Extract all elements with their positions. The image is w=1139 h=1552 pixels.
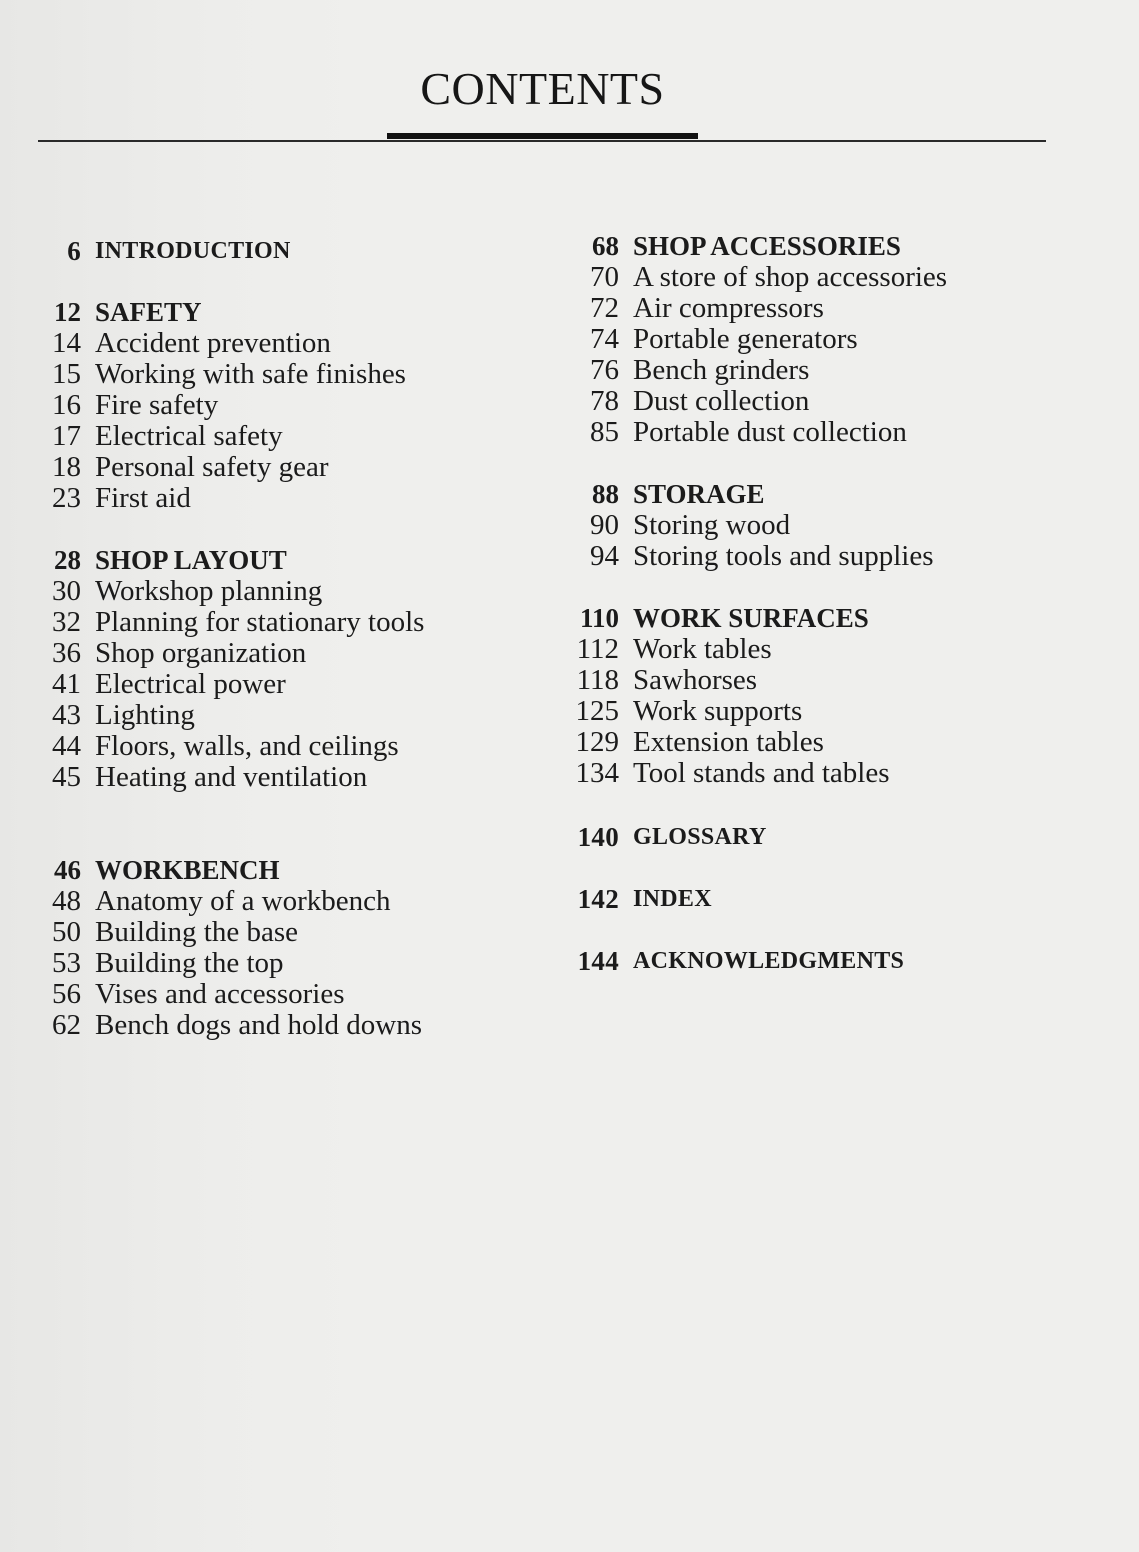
toc-section-entry[interactable] bbox=[577, 884, 712, 915]
toc-entry-label: Working with safe finishes bbox=[95, 358, 406, 390]
toc-entry[interactable] bbox=[590, 416, 907, 448]
toc-entry[interactable] bbox=[576, 664, 758, 696]
toc-page-number: 6 bbox=[67, 236, 81, 266]
toc-entry-label: GLOSSARY bbox=[633, 824, 767, 850]
toc-entry-label: Lighting bbox=[95, 699, 195, 731]
toc-entry[interactable] bbox=[575, 757, 890, 789]
toc-entry-label: Personal safety gear bbox=[95, 451, 329, 483]
toc-page-number: 110 bbox=[579, 603, 619, 633]
toc-entry[interactable] bbox=[52, 668, 286, 700]
toc-entry-label: Sawhorses bbox=[633, 664, 758, 696]
toc-entry-label: Dust collection bbox=[633, 385, 810, 417]
toc-page-number: 134 bbox=[575, 757, 619, 789]
toc-entry-label: Anatomy of a workbench bbox=[95, 885, 391, 917]
toc-page-number: 32 bbox=[52, 606, 81, 638]
toc-entry-label: STORAGE bbox=[633, 479, 765, 509]
toc-entry[interactable] bbox=[575, 695, 803, 727]
toc-page-number: 78 bbox=[590, 385, 619, 417]
toc-entry-label: Storing tools and supplies bbox=[633, 540, 934, 572]
toc-page-number: 16 bbox=[52, 389, 81, 421]
toc-entry[interactable] bbox=[52, 358, 406, 390]
toc-entry-label: Electrical power bbox=[95, 668, 286, 700]
toc-entry[interactable] bbox=[52, 761, 368, 793]
toc-page-number: 94 bbox=[590, 540, 619, 572]
toc-section-entry[interactable] bbox=[54, 297, 202, 328]
toc-page-number: 125 bbox=[575, 695, 619, 727]
toc-page-number: 44 bbox=[52, 730, 81, 762]
toc-entry-label: Vises and accessories bbox=[95, 978, 345, 1010]
toc-page-number: 129 bbox=[575, 726, 619, 758]
toc-entry[interactable] bbox=[52, 699, 195, 731]
toc-section-entry[interactable] bbox=[54, 855, 280, 886]
toc-entry-label: WORKBENCH bbox=[95, 855, 280, 885]
toc-entry-label: Planning for stationary tools bbox=[95, 606, 425, 638]
toc-entry[interactable] bbox=[590, 509, 791, 541]
toc-page-number: 14 bbox=[52, 327, 81, 359]
toc-page-number: 23 bbox=[52, 482, 81, 514]
toc-section-entry[interactable] bbox=[54, 545, 287, 576]
toc-section-entry[interactable] bbox=[592, 479, 765, 510]
toc-entry[interactable] bbox=[52, 389, 219, 421]
toc-page-number: 12 bbox=[54, 297, 81, 327]
toc-page-number: 88 bbox=[592, 479, 619, 509]
toc-section-entry[interactable] bbox=[577, 822, 767, 853]
toc-entry[interactable] bbox=[52, 637, 307, 669]
toc-entry-label: Work tables bbox=[633, 633, 772, 665]
toc-entry-label: A store of shop accessories bbox=[633, 261, 948, 293]
toc-page-number: 142 bbox=[577, 884, 619, 914]
toc-entry-label: Storing wood bbox=[633, 509, 791, 541]
toc-page-number: 48 bbox=[52, 885, 81, 917]
toc-entry-label: Building the top bbox=[95, 947, 284, 979]
toc-entry-label: ACKNOWLEDGMENTS bbox=[633, 948, 905, 974]
page-title: CONTENTS bbox=[420, 63, 665, 114]
toc-entry[interactable] bbox=[52, 947, 284, 979]
toc-entry[interactable] bbox=[590, 261, 948, 293]
toc-page-number: 144 bbox=[577, 946, 619, 976]
toc-page-number: 28 bbox=[54, 545, 81, 575]
toc-entry-label: INDEX bbox=[633, 886, 712, 912]
toc-page-number: 46 bbox=[54, 855, 81, 885]
toc-entry-label: Portable dust collection bbox=[633, 416, 907, 448]
toc-entry[interactable] bbox=[590, 540, 934, 572]
toc-page-number: 74 bbox=[590, 323, 619, 355]
toc-page-number: 36 bbox=[52, 637, 81, 669]
toc-page-number: 68 bbox=[592, 231, 619, 261]
toc-entry-label: First aid bbox=[95, 482, 191, 514]
toc-entry[interactable] bbox=[52, 885, 391, 917]
toc-page-number: 118 bbox=[576, 664, 619, 696]
toc-page-number: 53 bbox=[52, 947, 81, 979]
toc-entry[interactable] bbox=[575, 726, 824, 758]
toc-entry[interactable] bbox=[52, 420, 283, 452]
toc-entry-label: Bench grinders bbox=[633, 354, 810, 386]
toc-entry-label: Portable generators bbox=[633, 323, 858, 355]
toc-section-entry[interactable] bbox=[67, 236, 291, 267]
toc-entry-label: Workshop planning bbox=[95, 575, 323, 607]
toc-entry[interactable] bbox=[52, 575, 323, 607]
toc-entry[interactable] bbox=[590, 323, 858, 355]
toc-page-number: 45 bbox=[52, 761, 81, 793]
toc-page-number: 112 bbox=[576, 633, 619, 665]
toc-entry-label: Accident prevention bbox=[95, 327, 331, 359]
toc-entry[interactable] bbox=[52, 482, 191, 514]
toc-entry-label: Floors, walls, and ceilings bbox=[95, 730, 399, 762]
toc-entry-label: Shop organization bbox=[95, 637, 307, 669]
toc-entry-label: Heating and ventilation bbox=[95, 761, 368, 793]
toc-entry[interactable] bbox=[52, 978, 345, 1010]
toc-page-number: 72 bbox=[590, 292, 619, 324]
toc-page-number: 90 bbox=[590, 509, 619, 541]
toc-page-number: 30 bbox=[52, 575, 81, 607]
toc-entry[interactable] bbox=[590, 292, 824, 324]
toc-page-number: 70 bbox=[590, 261, 619, 293]
toc-page-number: 140 bbox=[577, 822, 619, 852]
toc-entry-label: INTRODUCTION bbox=[95, 238, 291, 264]
toc-entry-label: SAFETY bbox=[95, 297, 202, 327]
toc-entry[interactable] bbox=[576, 633, 772, 665]
toc-entry-label: Work supports bbox=[633, 695, 803, 727]
toc-page-number: 41 bbox=[52, 668, 81, 700]
toc-page-number: 85 bbox=[590, 416, 619, 448]
toc-entry-label: SHOP ACCESSORIES bbox=[633, 231, 901, 261]
toc-entry-label: SHOP LAYOUT bbox=[95, 545, 287, 575]
toc-page-number: 15 bbox=[52, 358, 81, 390]
toc-entry-label: Tool stands and tables bbox=[633, 757, 890, 789]
toc-page-number: 56 bbox=[52, 978, 81, 1010]
toc-section-entry[interactable] bbox=[577, 946, 905, 977]
toc-entry-label: Building the base bbox=[95, 916, 298, 948]
toc-entry-label: Extension tables bbox=[633, 726, 824, 758]
toc-page-number: 17 bbox=[52, 420, 81, 452]
toc-entry[interactable] bbox=[590, 385, 810, 417]
toc-page-number: 76 bbox=[590, 354, 619, 386]
title-rule-accent bbox=[387, 133, 698, 139]
toc-entry-label: WORK SURFACES bbox=[633, 603, 869, 633]
toc-entry[interactable] bbox=[52, 327, 331, 359]
toc-entry[interactable] bbox=[52, 606, 425, 638]
toc-page-number: 43 bbox=[52, 699, 81, 731]
toc-entry-label: Fire safety bbox=[95, 389, 219, 421]
toc-entry-label: Bench dogs and hold downs bbox=[95, 1009, 423, 1041]
toc-page-number: 62 bbox=[52, 1009, 81, 1041]
toc-entry[interactable] bbox=[52, 1009, 423, 1041]
toc-entry-label: Air compressors bbox=[633, 292, 824, 324]
toc-section-entry[interactable] bbox=[579, 603, 869, 634]
toc-entry[interactable] bbox=[52, 730, 399, 762]
title-rule bbox=[38, 140, 1046, 142]
toc-page-number: 18 bbox=[52, 451, 81, 483]
toc-entry[interactable] bbox=[52, 916, 298, 948]
toc-page-number: 50 bbox=[52, 916, 81, 948]
toc-entry-label: Electrical safety bbox=[95, 420, 283, 452]
toc-section-entry[interactable] bbox=[592, 231, 901, 262]
toc-entry[interactable] bbox=[52, 451, 329, 483]
toc-entry[interactable] bbox=[590, 354, 810, 386]
